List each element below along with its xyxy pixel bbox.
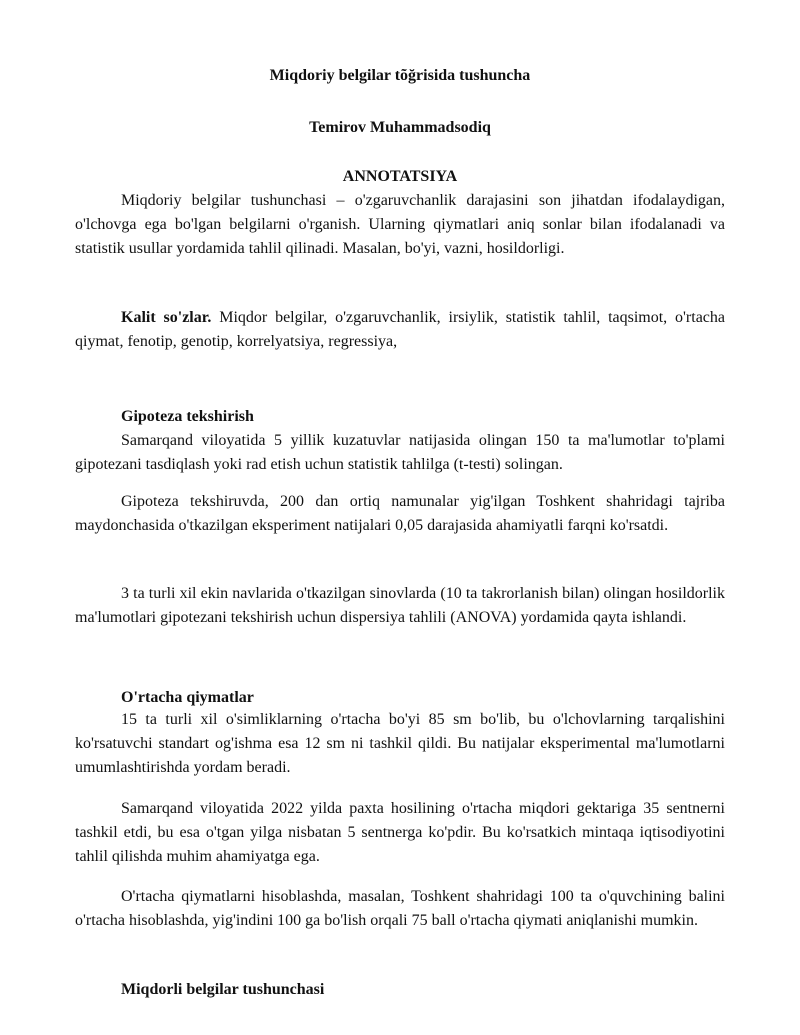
author-name: Temirov Muhammadsodiq: [309, 119, 491, 136]
hypothesis-paragraph-2: Gipoteza tekshiruvda, 200 dan ortiq namunalar yig'ilgan Toshkent shahridagi tajriba maydonchasida o'tkazilgan eksperiment natijalari 0,05 darajasida ahamiyatli farqni ko'rsatdi.: [75, 493, 725, 534]
annotation-heading: ANNOTATSIYA: [342, 168, 458, 185]
averages-paragraph-3: O'rtacha qiymatlarni hisoblashda, masalan, Toshkent shahridagi 100 ta o'quvchining balini o'rtacha hisoblashda, yig'indini 100 ga bo'lish orqali 75 ball o'rtacha qiymati aniqlanishi mumkin.: [75, 888, 725, 929]
document-title: Miqdoriy belgilar tõğrisida tushuncha: [269, 67, 531, 84]
keywords-label: Kalit so'zlar.: [121, 309, 212, 326]
annotation-paragraph: Miqdoriy belgilar tushunchasi – o'zgaruvchanlik darajasini son jihatdan ifodalaydigan, o'lchovga ega bo'lgan belgilarni o'rganish. Ularning qiymatlari aniq sonlar bilan ifodalanadi va statistik usullar yordamida tahlil qilinadi. Masalan, bo'yi, vazni, hosildorligi.: [75, 192, 725, 257]
section-heading-averages: O'rtacha qiymatlar: [121, 689, 254, 706]
hypothesis-paragraph-1: Samarqand viloyatida 5 yillik kuzatuvlar natijasida olingan 150 ta ma'lumotlar to'plami gipotezani tasdiqlash yoki rad etish uchun statistik tahlilga (t-testi) solingan.: [75, 432, 725, 473]
averages-paragraph-1: 15 ta turli xil o'simliklarning o'rtacha bo'yi 85 sm bo'lib, bu o'lchovlarning tarqalishini ko'rsatuvchi standart og'ishma esa 12 sm ni tashkil qildi. Bu natijalar eksperimental ma'lumotlarni umumlashtirishda yordam beradi.: [75, 711, 725, 776]
averages-paragraph-2: Samarqand viloyatida 2022 yilda paxta hosilining o'rtacha miqdori gektariga 35 sentnerni tashkil etdi, bu esa o'tgan yilga nisbatan 5 sentnerga ko'pdir. Bu ko'rsatkich mintaqa iqtisodiyotini tahlil qilishda muhim ahamiyatga ega.: [75, 800, 725, 865]
keywords-paragraph: [75, 306, 725, 354]
section-heading-hypothesis: Gipoteza tekshirish: [121, 408, 254, 425]
hypothesis-paragraph-3: 3 ta turli xil ekin navlarida o'tkazilgan sinovlarda (10 ta takrorlanish bilan) olingan hosildorlik ma'lumotlari gipotezani tekshirish uchun dispersiya tahlili (ANOVA) yordamida qayta ishlandi.: [75, 585, 725, 626]
keywords-text: Miqdor belgilar, o'zgaruvchanlik, irsiylik, statistik tahlil, taqsimot, o'rtacha qiymat, fenotip, genotip, korrelyatsiya, regressiya,: [75, 309, 725, 350]
section-heading-quantitative-traits: Miqdorli belgilar tushunchasi: [121, 981, 325, 998]
